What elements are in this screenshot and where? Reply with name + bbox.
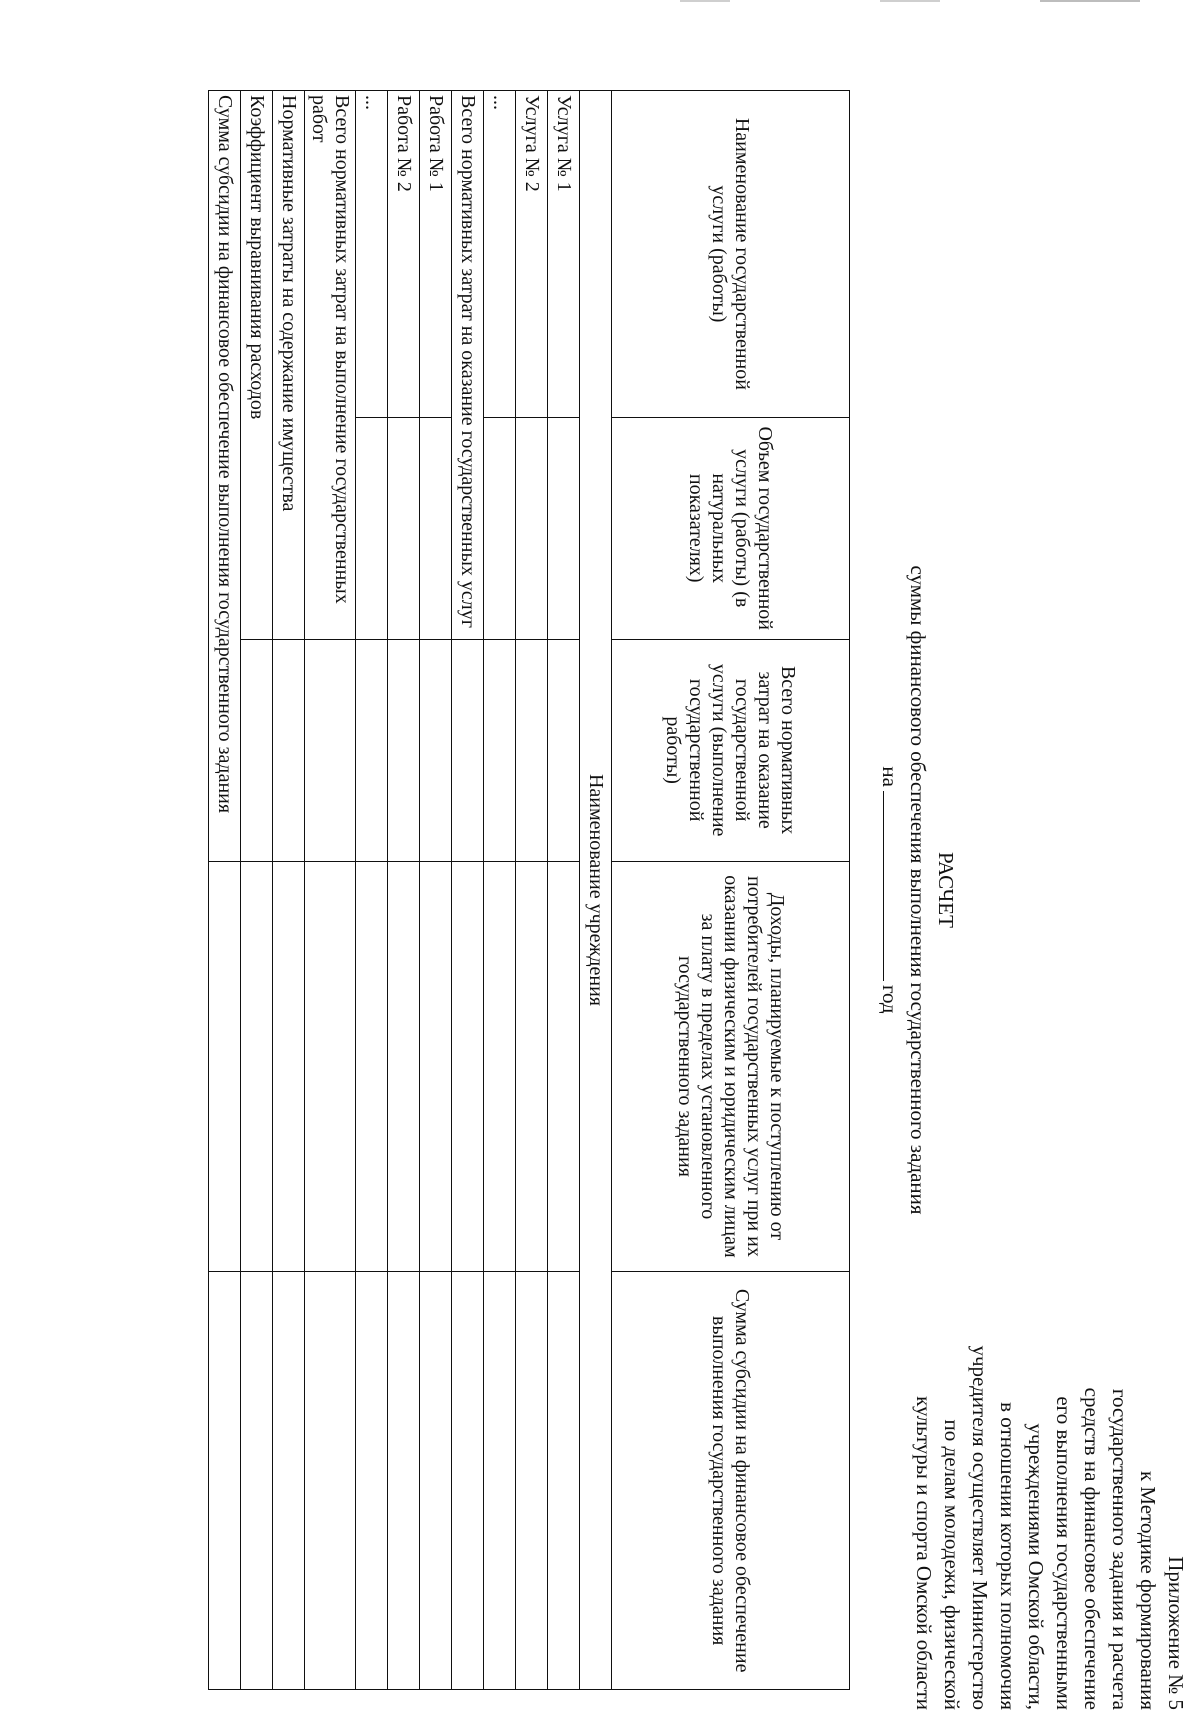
empty-cell xyxy=(241,639,273,861)
appendix-line: культуры и спорта Омской области xyxy=(912,1396,936,1710)
header-normative-costs: Всего нормативных затрат на оказание государственной услуги (выполнение государственной работы) xyxy=(612,639,850,861)
document-title: РАСЧЕТ xyxy=(934,852,958,928)
table-row xyxy=(420,91,452,1690)
table-row xyxy=(356,91,388,1690)
empty-cell xyxy=(484,861,516,1272)
scan-artifact xyxy=(680,0,730,2)
table-row xyxy=(388,91,420,1690)
empty-cell xyxy=(356,1272,388,1690)
appendix-line: учреждениями Омской области, xyxy=(1024,1423,1048,1710)
appendix-line: в отношении которых полномочия xyxy=(996,1402,1020,1710)
row-label: Нормативные затраты на содержание имущества xyxy=(273,91,305,640)
table-row xyxy=(241,91,273,1690)
empty-cell xyxy=(484,639,516,861)
appendix-line: его выполнения государственными xyxy=(1052,1396,1076,1710)
empty-cell xyxy=(484,1272,516,1690)
empty-cell xyxy=(452,861,484,1272)
appendix-line: средств на финансовое обеспечение xyxy=(1080,1387,1104,1710)
empty-cell xyxy=(548,639,580,861)
empty-cell xyxy=(420,1272,452,1690)
empty-cell xyxy=(420,639,452,861)
empty-cell xyxy=(273,639,305,861)
appendix-line: учредителя осуществляет Министерство xyxy=(968,1345,992,1710)
period-prefix: на xyxy=(878,766,902,787)
row-label: Всего нормативных затрат на оказание государственных услуг xyxy=(452,91,484,640)
header-planned-income: Доходы, планируемые к поступлению от потребителей государственных услуг при их оказании физическим и юридическим лицам за плату в пределах установленного государственного задания xyxy=(612,861,850,1272)
empty-cell xyxy=(516,1272,548,1690)
table-row xyxy=(580,91,612,1690)
table-row xyxy=(484,91,516,1690)
calculation-table xyxy=(208,90,850,1690)
document-subtitle: суммы финансового обеспечения выполнения государственного задания xyxy=(906,565,930,1215)
appendix-line: Приложение № 5 xyxy=(1164,1556,1188,1710)
empty-cell xyxy=(241,1272,273,1690)
table-header-row xyxy=(612,91,850,1690)
empty-cell xyxy=(452,639,484,861)
empty-cell xyxy=(388,417,420,639)
table-row xyxy=(209,91,241,1690)
empty-cell xyxy=(241,861,273,1272)
empty-cell xyxy=(209,1272,241,1690)
table-row xyxy=(305,91,356,1690)
empty-cell xyxy=(388,1272,420,1690)
year-blank-field xyxy=(883,791,902,981)
appendix-line: к Методике формирования xyxy=(1136,1470,1160,1710)
empty-cell xyxy=(356,861,388,1272)
empty-cell xyxy=(388,639,420,861)
appendix-line: по делам молодежи, физической xyxy=(940,1419,964,1710)
period-suffix: год xyxy=(878,984,902,1014)
empty-cell xyxy=(548,417,580,639)
empty-cell xyxy=(420,417,452,639)
empty-cell xyxy=(516,639,548,861)
empty-cell xyxy=(420,861,452,1272)
empty-cell xyxy=(516,861,548,1272)
row-label: Услуга № 1 xyxy=(548,91,580,418)
empty-cell xyxy=(484,417,516,639)
period-line xyxy=(876,70,904,1710)
empty-cell xyxy=(209,861,241,1272)
empty-cell xyxy=(452,1272,484,1690)
rotated-document-page xyxy=(40,70,1190,1710)
row-label: Работа № 2 xyxy=(388,91,420,418)
empty-cell xyxy=(305,1272,356,1690)
empty-cell xyxy=(548,861,580,1272)
header-subsidy-amount: Сумма субсидии на финансовое обеспечение выполнения государственного задания xyxy=(612,1272,850,1690)
empty-cell xyxy=(548,1272,580,1690)
row-label: ... xyxy=(484,91,516,418)
institution-name-row: Наименование учреждения xyxy=(580,91,612,1690)
empty-cell xyxy=(516,417,548,639)
empty-cell xyxy=(273,1272,305,1690)
row-label: ... xyxy=(356,91,388,418)
table-row xyxy=(452,91,484,1690)
appendix-line: государственного задания и расчета xyxy=(1108,1388,1132,1710)
empty-cell xyxy=(273,861,305,1272)
empty-cell xyxy=(388,861,420,1272)
scan-artifact xyxy=(880,0,940,2)
row-label: Коэффициент выравнивания расходов xyxy=(241,91,273,640)
scan-artifact xyxy=(1040,0,1140,2)
empty-cell xyxy=(305,861,356,1272)
empty-cell xyxy=(356,639,388,861)
header-volume: Объем государственной услуги (работы) (в натуральных показателях) xyxy=(612,417,850,639)
row-label: Работа № 1 xyxy=(420,91,452,418)
empty-cell xyxy=(356,417,388,639)
header-service-name: Наименование государственной услуги (работы) xyxy=(612,91,850,418)
row-label: Сумма субсидии на финансовое обеспечение выполнения государственного задания xyxy=(209,91,241,862)
empty-cell xyxy=(305,639,356,861)
row-label: Услуга № 2 xyxy=(516,91,548,418)
document-heading xyxy=(876,70,960,1710)
table-row xyxy=(548,91,580,1690)
table-row xyxy=(273,91,305,1690)
row-label: Всего нормативных затрат на выполнение государственных работ xyxy=(305,91,356,640)
table-row xyxy=(516,91,548,1690)
